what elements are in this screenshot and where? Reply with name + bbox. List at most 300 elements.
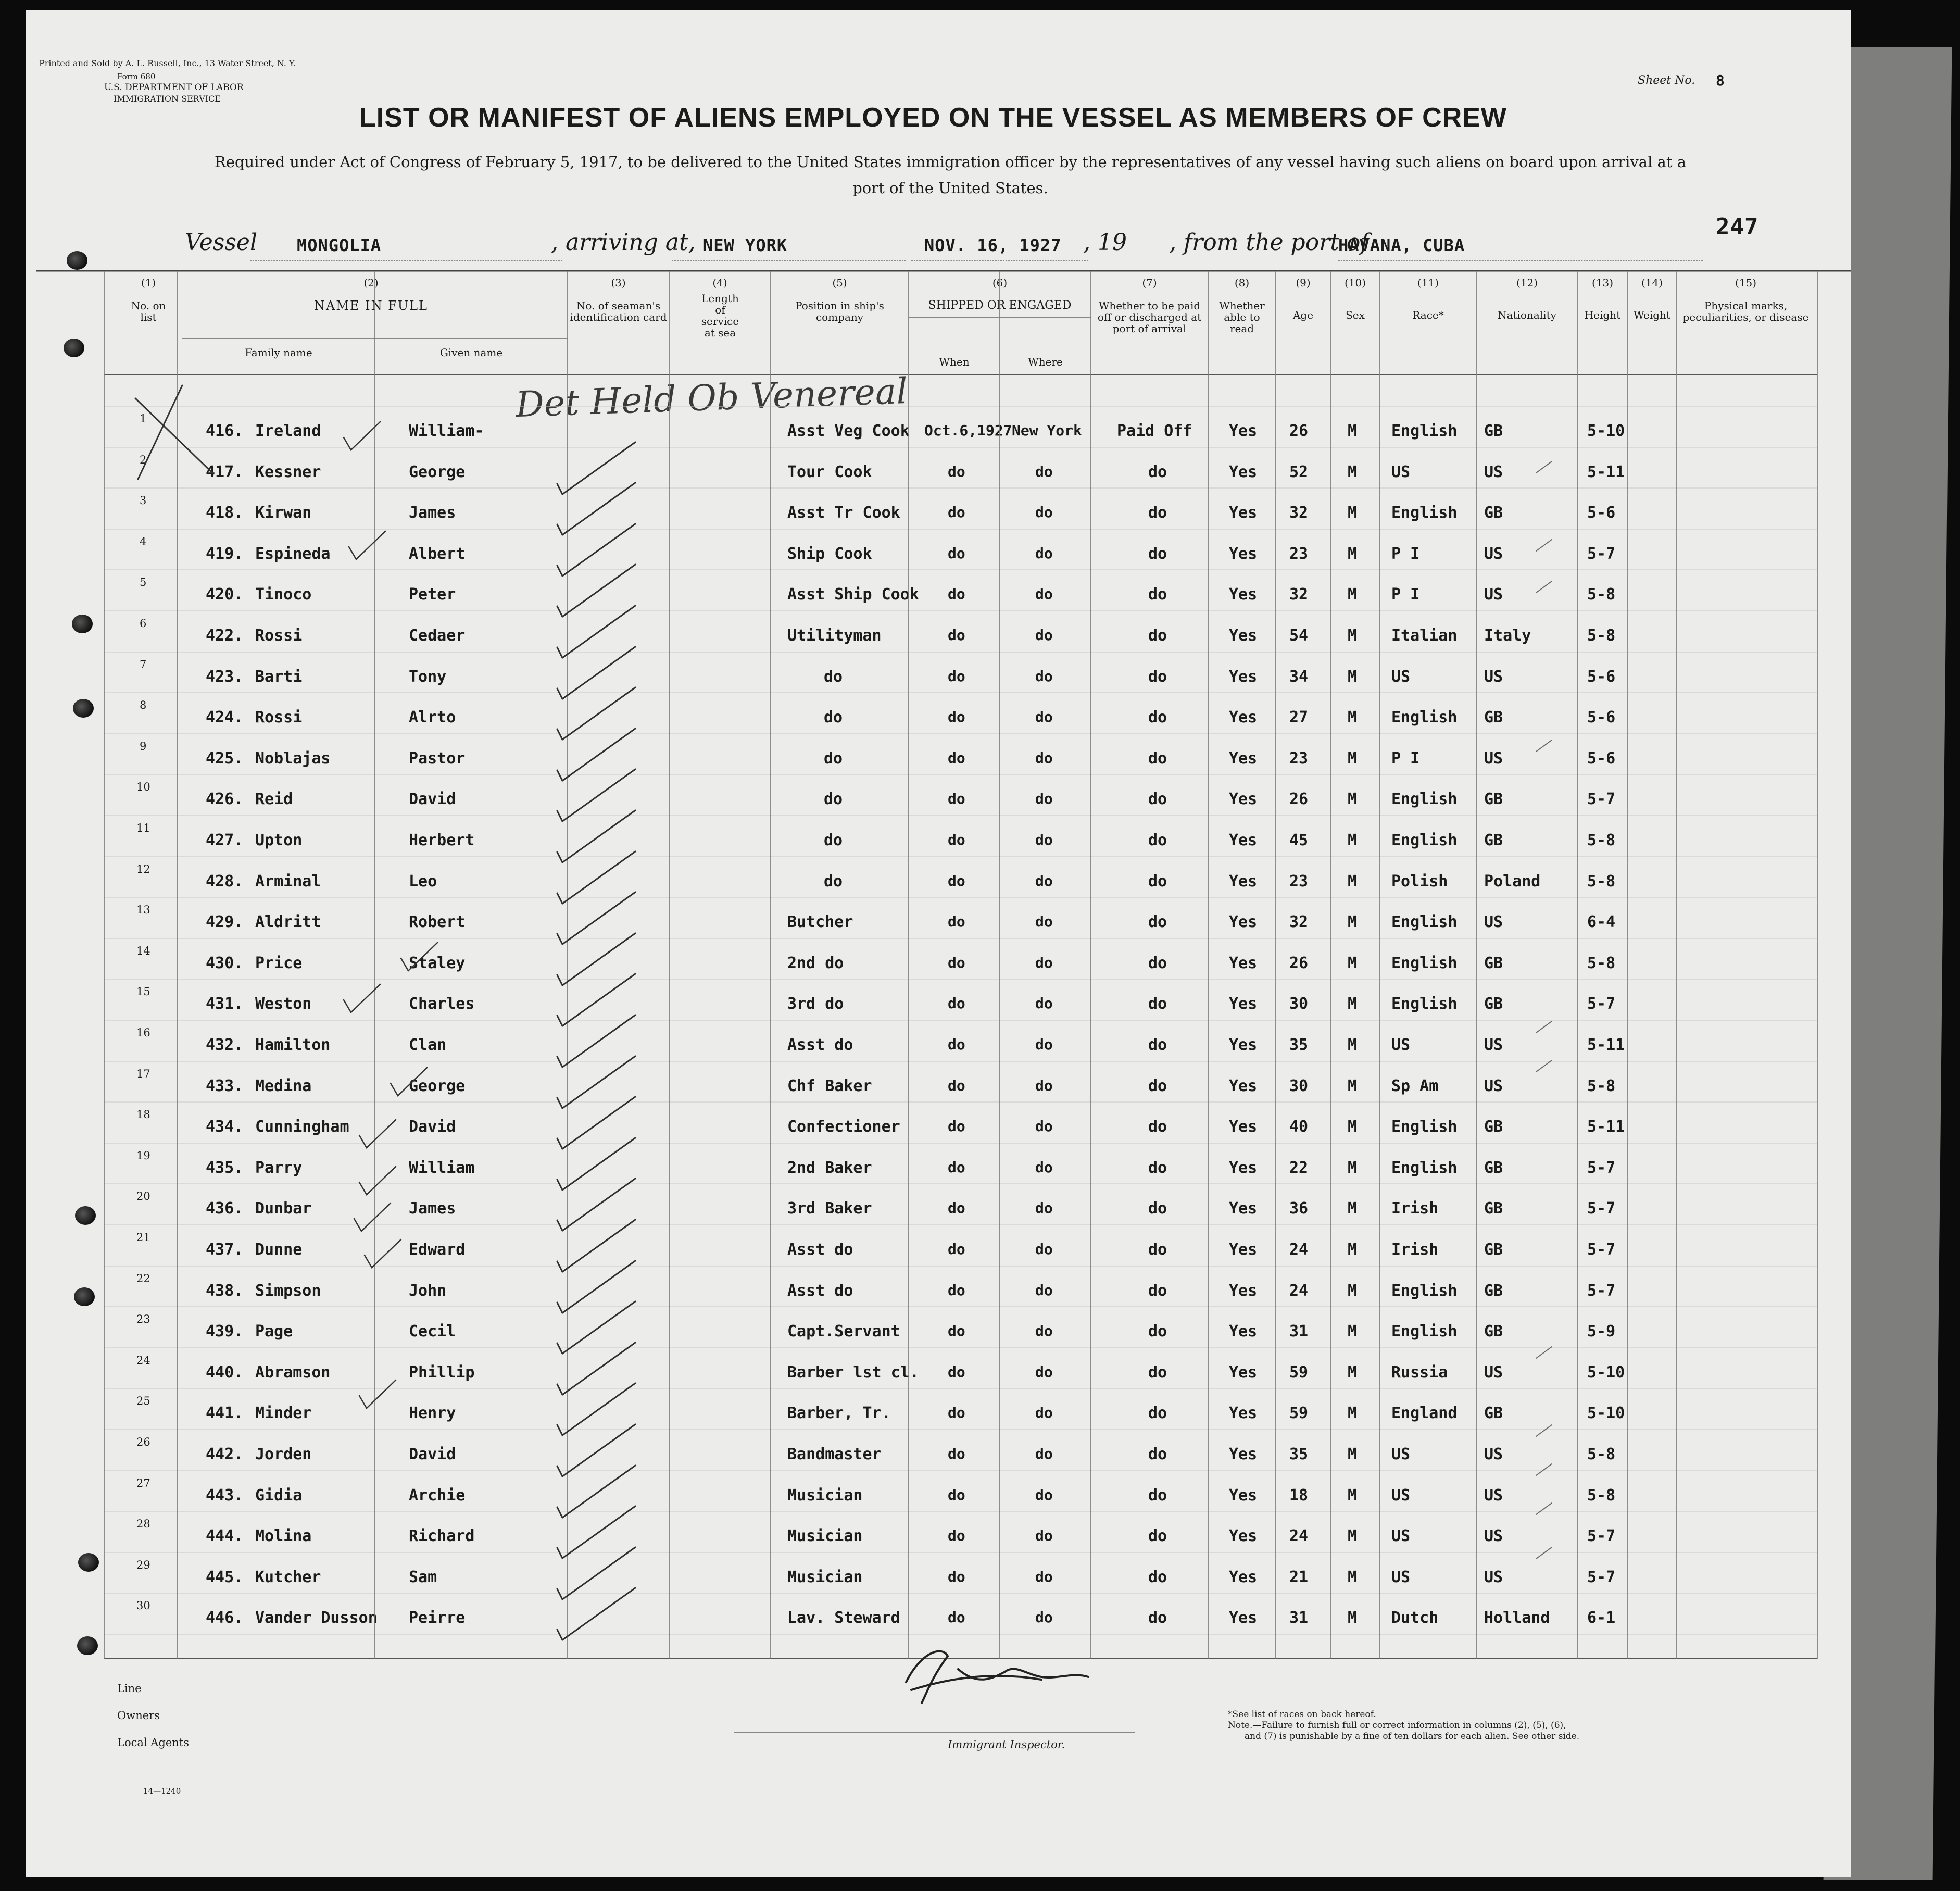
able-to-read: Yes <box>1229 1118 1258 1136</box>
col2a-label: Family name <box>245 346 312 359</box>
nationality: GB <box>1484 1322 1503 1341</box>
race: US <box>1391 1036 1411 1054</box>
nationality-tick <box>1536 1060 1552 1072</box>
nationality-tick <box>1536 1347 1552 1358</box>
shipped-where: do <box>1035 1363 1053 1381</box>
nationality: Poland <box>1484 872 1541 891</box>
shipped-where: do <box>1035 1486 1053 1504</box>
position: do <box>824 790 843 808</box>
position: do <box>824 831 843 849</box>
sex: M <box>1348 627 1358 645</box>
age: 23 <box>1289 749 1309 768</box>
row-id: 435. <box>206 1159 244 1177</box>
age: 31 <box>1289 1322 1309 1341</box>
row-number: 5 <box>140 576 147 588</box>
punch-hole <box>78 1553 99 1572</box>
height: 5-10 <box>1587 422 1625 440</box>
position: Confectioner <box>787 1118 900 1136</box>
position: Barber lst cl. <box>787 1363 919 1382</box>
position: 2nd do <box>787 954 844 972</box>
row-id: 430. <box>206 954 244 972</box>
shipped-when: do <box>948 1282 965 1299</box>
col5-number: (5) <box>832 277 847 289</box>
age: 24 <box>1289 1241 1309 1259</box>
row-id: 423. <box>206 668 244 686</box>
shipped-when: do <box>948 585 965 603</box>
punch-hole <box>75 1206 96 1225</box>
family-name: Parry <box>255 1159 303 1177</box>
age: 18 <box>1289 1486 1309 1505</box>
shipped-when: do <box>948 1527 965 1544</box>
race: US <box>1391 1445 1411 1463</box>
nationality: US <box>1484 1568 1503 1586</box>
nationality-tick <box>1536 1021 1552 1033</box>
shipped-when: do <box>948 708 965 725</box>
height: 5-8 <box>1587 872 1616 891</box>
family-name: Reid <box>255 790 293 808</box>
able-to-read: Yes <box>1229 1199 1258 1218</box>
given-name: Robert <box>409 913 466 931</box>
shipped-where: do <box>1035 1199 1053 1217</box>
height: 5-8 <box>1587 1077 1616 1095</box>
punch-hole <box>77 1636 98 1655</box>
given-name: James <box>409 1199 456 1218</box>
age: 35 <box>1289 1036 1309 1054</box>
shipped-where: do <box>1035 585 1053 603</box>
able-to-read: Yes <box>1229 1077 1258 1095</box>
sex: M <box>1348 1527 1358 1545</box>
nationality: US <box>1484 1527 1503 1545</box>
able-to-read: Yes <box>1229 545 1258 563</box>
able-to-read: Yes <box>1229 1486 1258 1505</box>
family-name: Jorden <box>255 1445 312 1463</box>
age: 32 <box>1289 585 1309 604</box>
shipped-when: do <box>948 1445 965 1462</box>
race: US <box>1391 668 1411 686</box>
shipped-when: do <box>948 463 965 480</box>
penalty-note-2: and (7) is punishable by a fine of ten dollars for each alien. See other side. <box>1245 1731 1580 1742</box>
shipped-when: do <box>948 1159 965 1176</box>
position: Bandmaster <box>787 1445 882 1463</box>
sex: M <box>1348 1282 1358 1300</box>
able-to-read: Yes <box>1229 627 1258 645</box>
row-number: 28 <box>136 1518 150 1530</box>
race: English <box>1391 708 1458 727</box>
col15-number: (15) <box>1735 277 1757 289</box>
position: Asst do <box>787 1036 853 1054</box>
check-mark <box>557 606 635 658</box>
paid-off: do <box>1148 545 1167 563</box>
position: 3rd do <box>787 995 844 1013</box>
check-mark <box>557 1138 635 1190</box>
age: 24 <box>1289 1282 1309 1300</box>
able-to-read: Yes <box>1229 872 1258 891</box>
given-name: Richard <box>409 1527 475 1545</box>
shipped-where: do <box>1035 1282 1053 1299</box>
nationality-tick <box>1536 1547 1552 1559</box>
departure-port: HAVANA, CUBA <box>1338 235 1465 255</box>
col14-label: Weight <box>1634 309 1670 321</box>
family-name: Dunbar <box>255 1199 312 1218</box>
able-to-read: Yes <box>1229 1282 1258 1300</box>
able-to-read: Yes <box>1229 1322 1258 1341</box>
given-name: Pastor <box>409 749 466 768</box>
family-name: Noblajas <box>255 749 331 768</box>
given-name: Clan <box>409 1036 447 1054</box>
age: 59 <box>1289 1363 1309 1382</box>
family-name: Medina <box>255 1077 312 1095</box>
row-number: 16 <box>136 1026 150 1039</box>
shipped-where: do <box>1035 1568 1053 1585</box>
shipped-where: do <box>1035 627 1053 644</box>
shipped-when: do <box>948 1609 965 1626</box>
age: 40 <box>1289 1118 1309 1136</box>
row-number: 30 <box>136 1599 150 1612</box>
agents-label: Local Agents <box>117 1736 190 1749</box>
shipped-where: do <box>1035 1241 1053 1258</box>
service: IMMIGRATION SERVICE <box>114 94 221 104</box>
position: do <box>824 668 843 686</box>
family-name: Ireland <box>255 422 321 440</box>
check-mark <box>557 851 635 904</box>
paid-off: do <box>1148 627 1167 645</box>
vessel-label: Vessel <box>185 229 258 256</box>
sex: M <box>1348 1322 1358 1341</box>
page-title: LIST OR MANIFEST OF ALIENS EMPLOYED ON THE VESSEL AS MEMBERS OF CREW <box>359 103 1507 133</box>
shipped-where: do <box>1035 1118 1053 1135</box>
age: 54 <box>1289 627 1309 645</box>
check-mark <box>557 1179 635 1231</box>
race: US <box>1391 1527 1411 1545</box>
family-name: Kutcher <box>255 1568 321 1586</box>
nationality: GB <box>1484 1159 1503 1177</box>
nationality-tick <box>1536 581 1552 593</box>
able-to-read: Yes <box>1229 585 1258 604</box>
race: English <box>1391 1118 1458 1136</box>
age: 32 <box>1289 913 1309 931</box>
row-number: 21 <box>136 1231 150 1244</box>
punch-hole <box>74 1287 95 1306</box>
given-name: David <box>409 1445 456 1463</box>
row-number: 27 <box>136 1477 150 1489</box>
family-name: Gidia <box>255 1486 303 1505</box>
given-name: Alrto <box>409 708 456 727</box>
row-id: 434. <box>206 1118 244 1136</box>
sex: M <box>1348 504 1358 522</box>
race: English <box>1391 954 1458 972</box>
height: 5-7 <box>1587 1159 1616 1177</box>
sex: M <box>1348 1445 1358 1463</box>
family-name: Cunningham <box>255 1118 349 1136</box>
nationality: Holland <box>1484 1609 1550 1627</box>
paid-off: do <box>1148 995 1167 1013</box>
shipped-where: do <box>1035 1077 1053 1094</box>
shipped-when: do <box>948 954 965 971</box>
able-to-read: Yes <box>1229 1363 1258 1382</box>
sex: M <box>1348 1241 1358 1259</box>
check-mark <box>557 769 635 821</box>
sex: M <box>1348 790 1358 808</box>
shipped-when: do <box>948 1322 965 1339</box>
shipped-where: do <box>1035 790 1053 807</box>
col11-label: Race* <box>1412 309 1444 321</box>
punch-hole <box>67 251 87 270</box>
shipped-when: do <box>948 627 965 644</box>
shipped-where: do <box>1035 1527 1053 1544</box>
penalty-note-1: Note.—Failure to furnish full or correct information in columns (2), (5), (6), <box>1228 1720 1566 1731</box>
row-number: 22 <box>136 1272 150 1285</box>
sheet-label: Sheet No. <box>1638 74 1695 87</box>
race: English <box>1391 995 1458 1013</box>
position: 3rd Baker <box>787 1199 872 1218</box>
age: 22 <box>1289 1159 1309 1177</box>
height: 5-8 <box>1587 585 1616 604</box>
height: 5-7 <box>1587 790 1616 808</box>
check-mark <box>557 933 635 985</box>
check-mark <box>557 729 635 781</box>
height: 5-8 <box>1587 831 1616 849</box>
nationality: US <box>1484 1036 1503 1054</box>
position: 2nd Baker <box>787 1159 872 1177</box>
cross-mark <box>135 385 213 479</box>
name-check-mark <box>354 1203 391 1231</box>
sex: M <box>1348 1486 1358 1505</box>
age: 30 <box>1289 995 1309 1013</box>
shipped-when: do <box>948 1404 965 1421</box>
nationality-tick <box>1536 740 1552 752</box>
nationality: US <box>1484 1445 1503 1463</box>
given-name: Sam <box>409 1568 437 1586</box>
family-name: Rossi <box>255 627 303 645</box>
check-mark <box>557 524 635 576</box>
able-to-read: Yes <box>1229 1036 1258 1054</box>
able-to-read: Yes <box>1229 1568 1258 1586</box>
paid-off: do <box>1148 954 1167 972</box>
col6-number: (6) <box>992 277 1008 289</box>
row-number: 25 <box>136 1395 150 1407</box>
paid-off: do <box>1148 749 1167 768</box>
family-name: Tinoco <box>255 585 312 604</box>
family-name: Weston <box>255 995 312 1013</box>
col9-number: (9) <box>1296 277 1311 289</box>
row-id: 438. <box>206 1282 244 1300</box>
shipped-where: do <box>1035 872 1053 890</box>
sex: M <box>1348 831 1358 849</box>
row-number: 24 <box>136 1354 150 1367</box>
shipped-when: do <box>948 504 965 521</box>
position: Musician <box>787 1486 863 1505</box>
given-name: Henry <box>409 1404 456 1422</box>
sex: M <box>1348 1159 1358 1177</box>
given-name: David <box>409 1118 456 1136</box>
shipped-when: do <box>948 995 965 1012</box>
col12-number: (12) <box>1516 277 1538 289</box>
position: do <box>824 872 843 891</box>
shipped-when: do <box>948 1486 965 1504</box>
able-to-read: Yes <box>1229 463 1258 481</box>
family-name: Barti <box>255 668 303 686</box>
age: 32 <box>1289 504 1309 522</box>
paid-off: do <box>1148 1404 1167 1422</box>
age: 23 <box>1289 545 1309 563</box>
nationality-tick <box>1536 1425 1552 1436</box>
position: do <box>824 708 843 727</box>
col3-label: No. of seaman's identification card <box>570 299 667 323</box>
nationality: US <box>1484 545 1503 563</box>
paid-off: do <box>1148 708 1167 727</box>
sex: M <box>1348 1404 1358 1422</box>
height: 5-7 <box>1587 1199 1616 1218</box>
position: Barber, Tr. <box>787 1404 891 1422</box>
age: 45 <box>1289 831 1309 849</box>
age: 21 <box>1289 1568 1309 1586</box>
position: Capt.Servant <box>787 1322 900 1341</box>
given-name: Peirre <box>409 1609 466 1627</box>
from-label: , from the port of <box>1169 229 1369 256</box>
row-id: 416. <box>206 422 244 440</box>
row-number: 23 <box>136 1313 150 1325</box>
sex: M <box>1348 585 1358 604</box>
handwritten-annotation: Det Held Ob Venereal <box>514 370 909 426</box>
position: Asst Ship Cook <box>787 585 919 604</box>
row-id: 439. <box>206 1322 244 1341</box>
row-id: 440. <box>206 1363 244 1382</box>
race: US <box>1391 1486 1411 1505</box>
nationality: US <box>1484 463 1503 481</box>
given-name: Tony <box>409 668 447 686</box>
position: Musician <box>787 1568 863 1586</box>
age: 36 <box>1289 1199 1309 1218</box>
inspector-label: Immigrant Inspector. <box>948 1738 1065 1751</box>
row-id: 443. <box>206 1486 244 1505</box>
shipped-when: do <box>948 1199 965 1217</box>
check-mark <box>557 1343 635 1395</box>
able-to-read: Yes <box>1229 708 1258 727</box>
height: 5-11 <box>1587 1118 1625 1136</box>
arrival-port: NEW YORK <box>703 235 788 255</box>
given-name: Peter <box>409 585 456 604</box>
row-id: 445. <box>206 1568 244 1586</box>
family-name: Rossi <box>255 708 303 727</box>
height: 5-8 <box>1587 1445 1616 1463</box>
nationality: GB <box>1484 422 1503 440</box>
sheet-number: 8 <box>1716 72 1725 89</box>
able-to-read: Yes <box>1229 995 1258 1013</box>
vessel-name: MONGOLIA <box>297 235 382 255</box>
nationality-tick <box>1536 1464 1552 1475</box>
nationality: US <box>1484 1077 1503 1095</box>
age: 26 <box>1289 954 1309 972</box>
family-name: Molina <box>255 1527 312 1545</box>
check-mark <box>557 1383 635 1435</box>
col7-number: (7) <box>1142 277 1157 289</box>
able-to-read: Yes <box>1229 422 1258 440</box>
shipped-where: do <box>1035 1445 1053 1462</box>
col10-number: (10) <box>1344 277 1366 289</box>
given-name: James <box>409 504 456 522</box>
col4-label: Length of service at sea <box>701 292 739 339</box>
height: 5-8 <box>1587 954 1616 972</box>
height: 5-7 <box>1587 1568 1616 1586</box>
arriving-label: , arriving at, <box>551 229 696 256</box>
shipped-where: do <box>1035 708 1053 725</box>
col11-number: (11) <box>1417 277 1439 289</box>
nationality-tick <box>1536 540 1552 551</box>
row-number: 20 <box>136 1190 150 1203</box>
race: P I <box>1391 585 1420 604</box>
height: 6-1 <box>1587 1609 1616 1627</box>
paid-off: do <box>1148 1445 1167 1463</box>
col3-number: (3) <box>611 277 626 289</box>
row-id: 426. <box>206 790 244 808</box>
row-id: 446. <box>206 1609 244 1627</box>
height: 5-8 <box>1587 1486 1616 1505</box>
shipped-when: Oct.6,1927 <box>924 422 1012 439</box>
race: P I <box>1391 749 1420 768</box>
position: Chf Baker <box>787 1077 872 1095</box>
paid-off: do <box>1148 1199 1167 1218</box>
row-number: 1 <box>140 412 147 425</box>
punch-hole <box>73 699 94 718</box>
given-name: Archie <box>409 1486 466 1505</box>
race: English <box>1391 913 1458 931</box>
able-to-read: Yes <box>1229 954 1258 972</box>
family-name: Kessner <box>255 463 321 481</box>
height: 5-6 <box>1587 668 1616 686</box>
paid-off: do <box>1148 790 1167 808</box>
paid-off: do <box>1148 668 1167 686</box>
sex: M <box>1348 668 1358 686</box>
position: Asst Tr Cook <box>787 504 900 522</box>
race: Polish <box>1391 872 1448 891</box>
row-id: 427. <box>206 831 244 849</box>
row-number: 10 <box>136 781 150 793</box>
check-mark <box>557 810 635 862</box>
col7-label: Whether to be paid off or discharged at port of arrival <box>1097 299 1202 335</box>
nationality-tick <box>1536 461 1552 473</box>
family-name: Abramson <box>255 1363 331 1382</box>
col6b-label: Where <box>1028 356 1063 368</box>
paid-off: do <box>1148 1568 1167 1586</box>
height: 5-6 <box>1587 708 1616 727</box>
nationality: US <box>1484 749 1503 768</box>
row-number: 13 <box>136 904 150 916</box>
sex: M <box>1348 872 1358 891</box>
shipped-where: New York <box>1012 422 1082 439</box>
family-name: Upton <box>255 831 303 849</box>
row-id: 441. <box>206 1404 244 1422</box>
able-to-read: Yes <box>1229 749 1258 768</box>
col6-label: SHIPPED OR ENGAGED <box>928 299 1072 312</box>
paid-off: do <box>1148 913 1167 931</box>
sex: M <box>1348 708 1358 727</box>
nationality: Italy <box>1484 627 1531 645</box>
position: Asst do <box>787 1282 853 1300</box>
family-name: Minder <box>255 1404 312 1422</box>
check-mark <box>557 442 635 494</box>
row-id: 424. <box>206 708 244 727</box>
age: 24 <box>1289 1527 1309 1545</box>
punch-hole <box>64 339 84 357</box>
sex: M <box>1348 954 1358 972</box>
age: 30 <box>1289 1077 1309 1095</box>
race: US <box>1391 463 1411 481</box>
year-label: , 19 <box>1083 229 1127 256</box>
sex: M <box>1348 1036 1358 1054</box>
race: Irish <box>1391 1199 1439 1218</box>
race: English <box>1391 504 1458 522</box>
height: 5-10 <box>1587 1404 1625 1422</box>
